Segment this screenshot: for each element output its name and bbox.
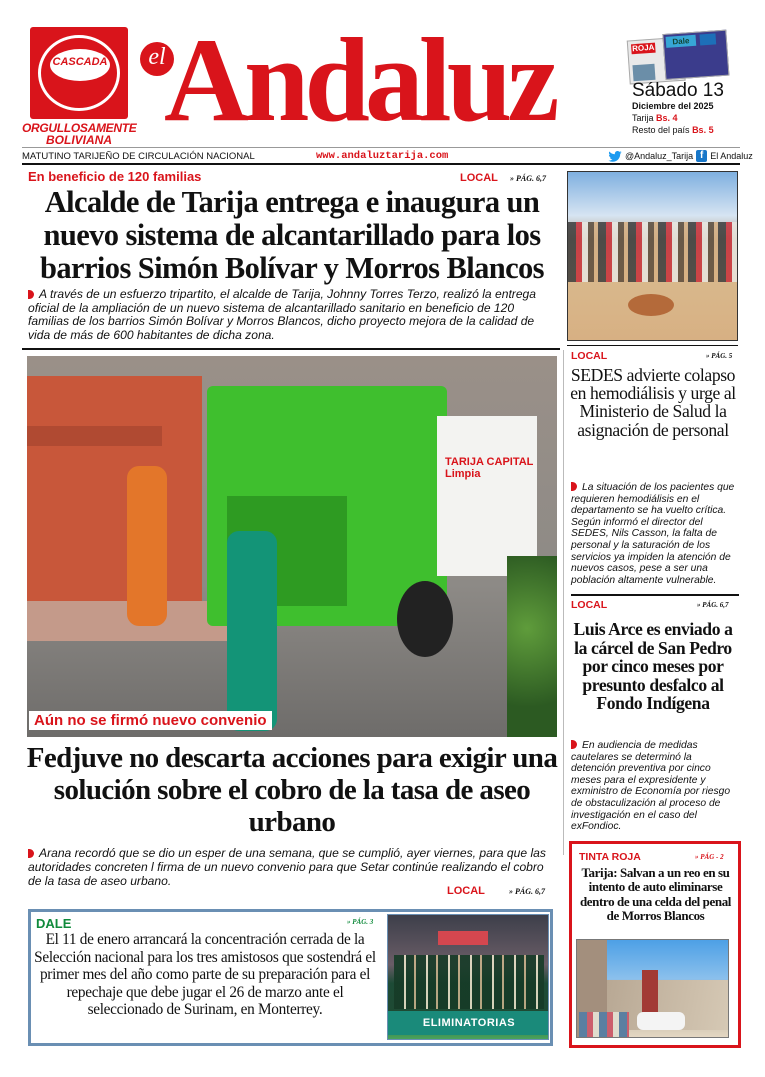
sports-team-photo[interactable] — [387, 914, 549, 1040]
sedes-summary-text: La situación de los pacientes que requieren hemodiálisis en el departamento se ha vuelto crítica. Según informó el director del SEDES, Nils Casson, la falta de personal y la saturación de los servicios ya impiden la atención de nuevos casos, pese a ser una población altamente vulnerable. — [571, 482, 735, 586]
sedes-bottom-rule — [571, 594, 739, 596]
lead-summary — [28, 288, 558, 342]
price-rest-label: Resto del país — [632, 125, 690, 135]
price-rest — [632, 125, 714, 135]
lead-headline[interactable]: Alcalde de Tarija entrega e inaugura un nuevo sistema de alcantarillado para los barrios Simón Bolívar y Morros Blancos — [40, 185, 544, 285]
sedes-headline[interactable]: SEDES advierte colapso en hemodiálisis y urge al Ministerio de Salud la asignación de personal — [570, 365, 736, 440]
thumbnail-dale[interactable] — [662, 30, 729, 80]
price-local — [632, 113, 678, 123]
newspaper-title[interactable]: Andaluz — [164, 13, 555, 146]
bullet-icon — [28, 849, 34, 858]
main-summary — [28, 847, 558, 888]
supplement-thumbnails[interactable] — [626, 30, 731, 85]
main-section-label: LOCAL — [447, 885, 485, 897]
date-month: Diciembre del 2025 — [632, 101, 714, 111]
right-column-top-rule — [567, 345, 738, 346]
lead-page-ref[interactable]: » PÁG. 6,7 — [510, 174, 546, 183]
photo-worker-green — [227, 531, 277, 731]
thumbnail-dale-label: Dale — [666, 35, 697, 48]
bullet-icon — [571, 482, 577, 491]
tinta-roja-section-label: TINTA ROJA — [579, 851, 641, 863]
main-page-ref[interactable]: » PÁG. 6,7 — [509, 887, 545, 896]
sports-page-ref[interactable]: » PÁG. 3 — [347, 918, 374, 926]
facebook-handle[interactable]: El Andaluz — [710, 151, 753, 161]
price-local-value: Bs. 4 — [656, 113, 678, 123]
photo-caption: Aún no se firmó nuevo convenio — [29, 711, 272, 730]
lead-photo[interactable] — [567, 171, 738, 341]
price-local-label: Tarija — [632, 113, 654, 123]
arce-headline[interactable]: Luis Arce es enviado a la cárcel de San Pedro por cinco meses por presunto desfalco al Fondo Indígena — [573, 619, 733, 714]
lead-section-label: LOCAL — [460, 172, 498, 184]
photo-truck-side — [427, 416, 537, 576]
sports-section-label: DALE — [36, 916, 72, 931]
tinta-roja-headline[interactable]: Tarija: Salvan a un reo en su intento de auto eliminarse dentro de una celda del penal de Morros Blancos — [579, 865, 732, 924]
twitter-icon[interactable] — [608, 151, 622, 162]
price-rest-value: Bs. 5 — [692, 125, 714, 135]
arce-section-label: LOCAL — [571, 599, 608, 611]
sedes-summary — [571, 482, 739, 586]
photo-banner-flag — [438, 931, 488, 945]
photo-people — [579, 1012, 629, 1038]
thumbnail-dale-block — [699, 33, 716, 45]
masthead-divider — [22, 147, 740, 148]
masthead-bottom-rule — [22, 163, 740, 165]
photo-police-car — [637, 1012, 685, 1030]
social-links — [608, 150, 753, 162]
main-headline[interactable]: Fedjuve no descarta acciones para exigir una solución sobre el cobro de la tasa de aseo urbano — [26, 742, 558, 838]
lead-photo-mound — [628, 294, 674, 316]
photo-worker-orange — [127, 466, 167, 626]
logo-inner-oval — [50, 49, 110, 81]
photo-truck-wheel — [397, 581, 453, 657]
arce-summary — [571, 740, 739, 833]
eliminatorias-banner: ELIMINATORIAS — [388, 1011, 549, 1035]
garbage-truck-photo[interactable] — [27, 356, 557, 737]
bullet-icon — [28, 290, 34, 299]
facebook-icon[interactable]: f — [696, 150, 707, 162]
logo-tagline-1: ORGULLOSAMENTE — [22, 121, 137, 135]
masthead-subtitle: MATUTINO TARIJEÑO DE CIRCULACIÓN NACIONAL — [22, 151, 255, 162]
lead-bottom-rule — [22, 348, 560, 350]
arce-page-ref[interactable]: » PÁG. 6,7 — [697, 601, 729, 609]
logo-tagline-2: BOLIVIANA — [46, 133, 112, 147]
prison-photo[interactable] — [576, 939, 729, 1038]
date-day: Sábado 13 — [632, 80, 724, 101]
photo-truck-text: TARIJA CAPITAL Limpia — [445, 456, 534, 480]
lead-photo-crowd — [568, 222, 738, 282]
main-summary-text: Arana recordó que se dio un esper de una semana, que se cumplió, ayer viernes, para que las autoridades concreten l firma de un nuevo convenio para que Setar continúe realizando el cobro de la tasa de aseo urbano. — [28, 846, 546, 888]
sedes-page-ref[interactable]: » PÁG. 5 — [706, 352, 733, 360]
column-divider — [563, 350, 564, 855]
sports-text[interactable]: El 11 de enero arrancará la concentración cerrada de la Selección nacional para los tres amistosos que sostendrá el primer mes del año como parte de su preparación para el repechaje que debe jugar el 26 de marzo ante el seleccionado de Surinam, en Monterrey. — [34, 931, 376, 1018]
photo-plant — [507, 556, 557, 737]
logo-text: CASCADA — [52, 56, 108, 68]
thumbnail-roja-photo — [632, 64, 655, 81]
thumbnail-roja-label: ROJA — [631, 42, 655, 54]
bullet-icon — [571, 740, 577, 749]
cascada-logo — [30, 27, 128, 119]
tinta-roja-page-ref[interactable]: » PÁG - 2 — [695, 853, 724, 861]
lead-summary-text: A través de un esfuerzo tripartito, el alcalde de Tarija, Johnny Torres Terzo, realizó la entrega oficial de la ampliación de un nuevo sistema de alcantarillado sanitario en beneficio de 120 familias de los barrios Simón Bolívar y Morros Blancos, dicho proyecto mejora de la calidad de vida de más de 600 habitantes de dicha zona. — [28, 287, 537, 342]
photo-team-players — [394, 955, 544, 1009]
twitter-handle[interactable]: @Andaluz_Tarija — [625, 151, 694, 161]
photo-house-wall — [27, 376, 202, 606]
sedes-section-label: LOCAL — [571, 350, 608, 362]
lead-kicker: En beneficio de 120 familias — [28, 169, 202, 184]
website-link[interactable]: www.andaluztarija.com — [316, 150, 449, 162]
arce-summary-text: En audiencia de medidas cautelares se determinó la detención preventiva por cinco meses para el expresidente y exministro de Economía por riesgo de obstaculización al proceso de investigación en el caso del exFondioc. — [571, 740, 731, 833]
photo-prison-gate — [642, 970, 658, 1015]
photo-roof — [27, 426, 162, 446]
title-prefix-badge: el — [140, 42, 174, 76]
